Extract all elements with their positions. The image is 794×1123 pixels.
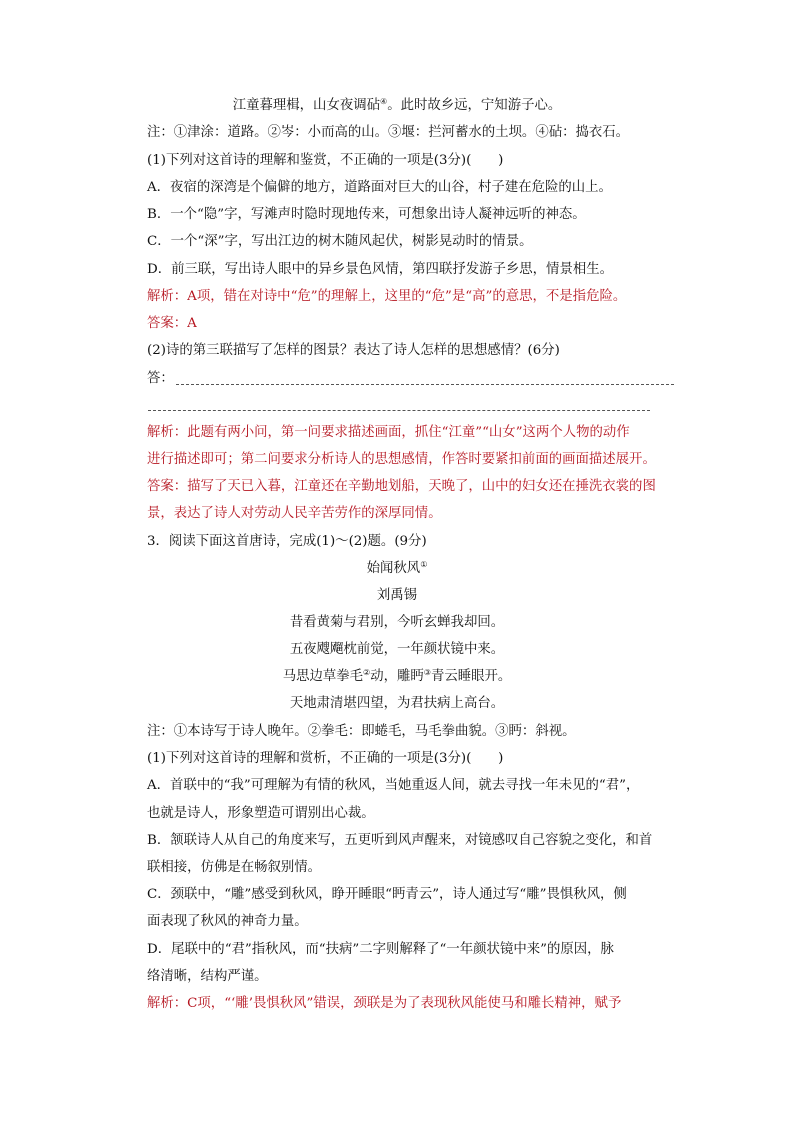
- q2-2-stem: (2)诗的第三联描写了怎样的图景？表达了诗人怎样的思想感情？(6分): [147, 343, 560, 358]
- q2-note: 注：①津涂：道路。②岑：小而高的山。③堰：拦河蓄水的土坝。④砧：捣衣石。: [147, 125, 630, 140]
- answer-line-1[interactable]: [176, 384, 674, 385]
- option-d: D．前三联，写出诗人眼中的异乡景色风情，第四联抒发游子乡思，情景相生。: [147, 262, 614, 277]
- poem-line: 马思边草拳毛②动，雕眄③青云睡眼开。: [282, 668, 512, 684]
- answer-line-2[interactable]: [148, 410, 650, 411]
- option-b-line-2: 联相接，仿佛是在畅叙别情。: [147, 860, 322, 875]
- option-a: A．夜宿的深湾是个偏僻的地方，道路面对巨大的山谷，村子建在危险的山上。: [147, 180, 612, 195]
- q3-1-analysis: 解析：C项，“‘雕’畏惧秋风”错误，颈联是为了表现秋风能使马和雕长精神，赋予: [147, 996, 622, 1011]
- option-a-line-2: 也就是诗人，形象塑造可谓别出心裁。: [147, 806, 375, 821]
- q2-2-answer-line-1: 答案：描写了天已入暮，江童还在辛勤地划船，天晚了，山中的妇女还在捶洗衣裳的图: [147, 479, 656, 494]
- q2-2-analysis-line-1: 解析：此题有两小问，第一问要求描述画面，抓住“江童”“山女”这两个人物的动作: [147, 425, 630, 440]
- poem-line: 天地肃清堪四望，为君扶病上高台。: [289, 696, 505, 711]
- q2-1-answer: 答案：A: [147, 316, 197, 331]
- poem-line: 五夜飕飗枕前觉，一年颜状镜中来。: [289, 642, 505, 657]
- answer-prompt: 答：: [147, 371, 174, 386]
- q3-1-stem: (1)下列对这首诗的理解和赏析，不正确的一项是(3分)( ): [147, 751, 504, 766]
- option-c: C．一个“深”字，写出江边的树木随风起伏，树影晃动时的情景。: [147, 234, 533, 249]
- option-c-line-1: C．颈联中，“雕”感受到秋风，睁开睡眼“眄青云”，诗人通过写“雕”畏惧秋风，侧: [147, 887, 627, 902]
- q2-1-analysis: 解析：A项，错在对诗中“危”的理解上，这里的“危”是“高”的意思，不是指危险。: [147, 289, 627, 304]
- poem-line: 昔看黄菊与君别，今听玄蝉我却回。: [289, 615, 505, 630]
- q3-stem: 3．阅读下面这首唐诗，完成(1)～(2)题。(9分): [147, 534, 427, 549]
- poem-last-line: 江童暮理楫，山女夜调砧④。此时故乡远，宁知游子心。: [232, 97, 562, 113]
- q2-2-answer-line-2: 景，表达了诗人对劳动人民辛苦劳作的深厚同情。: [147, 506, 442, 521]
- q2-2-analysis-line-2: 进行描述即可；第二问要求分析诗人的思想感情，作答时要紧扣前面的画面描述展开。: [147, 452, 656, 467]
- option-d-line-2: 络清晰，结构严谨。: [147, 969, 268, 984]
- q3-note: 注：①本诗写于诗人晚年。②拳毛：即蜷毛，马毛拳曲貌。③眄：斜视。: [147, 724, 576, 739]
- option-a-line-1: A．首联中的“我”可理解为有情的秋风，当她重返人间，就去寻找一年未见的“君”，: [147, 778, 640, 793]
- option-b: B．一个“隐”字，写滩声时隐时现地传来，可想象出诗人凝神远听的神态。: [147, 207, 586, 222]
- option-c-line-2: 面表现了秋风的神奇力量。: [147, 914, 308, 929]
- poem-author: 刘禹锡: [376, 588, 418, 603]
- option-d-line-1: D．尾联中的“君”指秋风，而“扶病”二字则解释了“一年颜状镜中来”的原因，脉: [147, 942, 614, 957]
- option-b-line-1: B．颔联诗人从自己的角度来写，五更听到风声醒来，对镜感叹自己容貌之变化，和首: [147, 833, 653, 848]
- poem-title: 始闻秋风①: [366, 560, 428, 576]
- q2-1-stem: (1)下列对这首诗的理解和鉴赏，不正确的一项是(3分)( ): [147, 153, 504, 168]
